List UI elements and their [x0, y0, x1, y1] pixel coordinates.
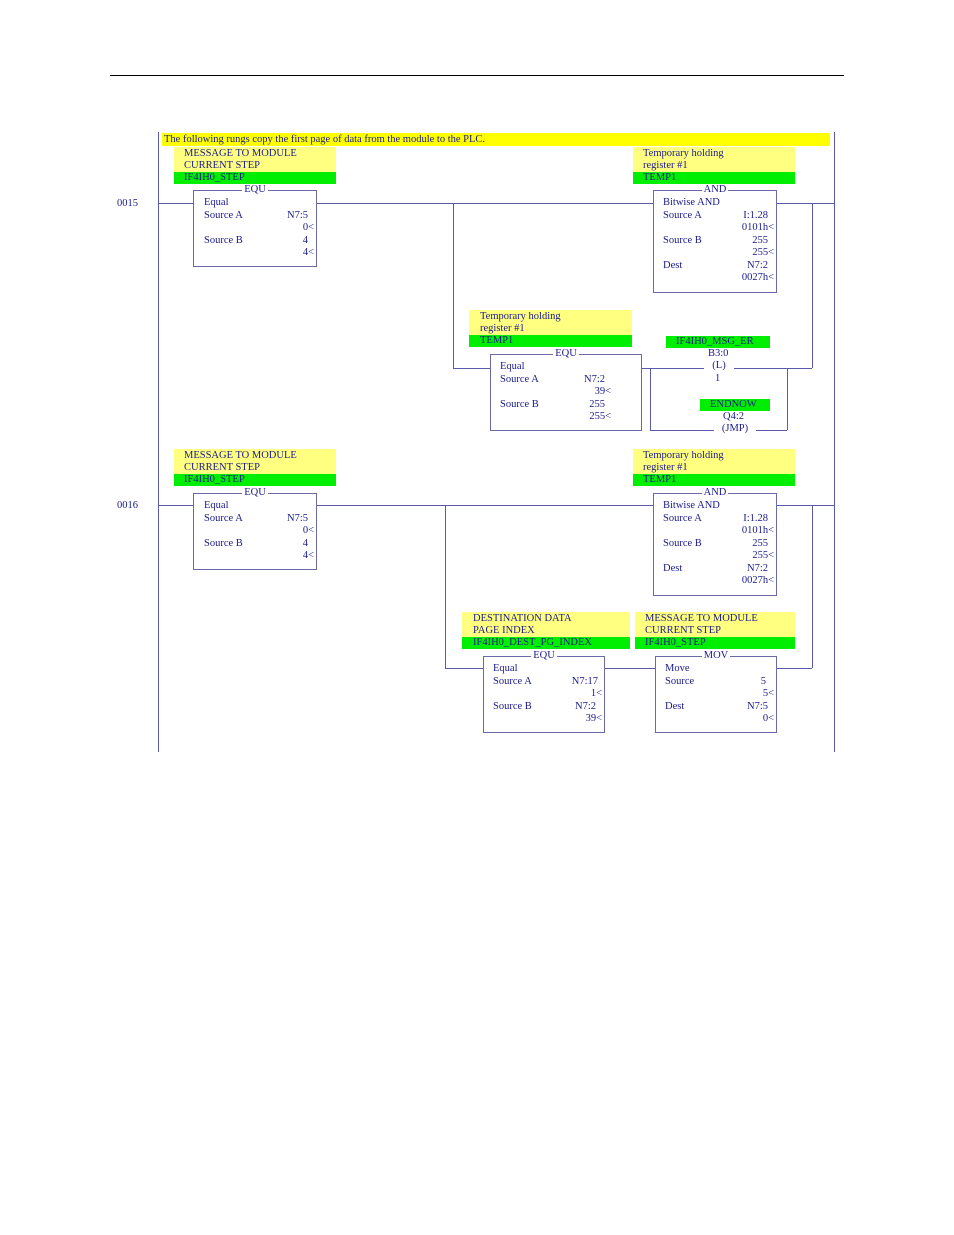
- instruction-name: Bitwise AND: [663, 500, 720, 511]
- source-a-label: Source A: [663, 513, 702, 524]
- source-b-label: Source B: [500, 399, 539, 410]
- source-a-address[interactable]: N7:5: [287, 210, 308, 221]
- source-b-value: 39<: [585, 713, 602, 724]
- dest-address[interactable]: N7:2: [747, 260, 768, 271]
- source-a-value: 0101h<: [741, 222, 774, 233]
- rung-number[interactable]: 0015: [117, 198, 138, 209]
- description-line-1: Temporary holding: [643, 148, 724, 159]
- description-line-2: CURRENT STEP: [184, 160, 260, 171]
- description-line-1: Temporary holding: [643, 450, 724, 461]
- jump-coil[interactable]: [714, 423, 756, 437]
- symbol-label-text: TEMP1: [643, 172, 677, 183]
- coil-paren-close-icon: ): [722, 360, 726, 371]
- symbol-label-text: IF4IH0_MSG_ER: [676, 336, 754, 347]
- jump-coil-type: JMP: [725, 423, 745, 434]
- instruction-name: Equal: [204, 197, 229, 208]
- source-a-label: Source A: [493, 676, 532, 687]
- dest-address[interactable]: N7:2: [747, 563, 768, 574]
- instruction-name: Bitwise AND: [663, 197, 720, 208]
- symbol-label-text: IF4IH0_DEST_PG_INDEX: [473, 637, 592, 648]
- dest-value: 0027h<: [741, 575, 774, 586]
- instruction-mnemonic: EQU: [244, 487, 266, 498]
- description-line-1: MESSAGE TO MODULE: [184, 148, 297, 159]
- and-instruction-block[interactable]: [653, 487, 777, 596]
- description-line-2: PAGE INDEX: [473, 625, 535, 636]
- page-header-rule: [110, 75, 844, 76]
- source-b-address[interactable]: 4: [302, 538, 308, 549]
- coil-paren-close-icon: ): [744, 423, 749, 434]
- equ-instruction-block[interactable]: [193, 487, 317, 570]
- source-a-address[interactable]: I:1.28: [743, 513, 768, 524]
- rung-wire: [316, 505, 653, 506]
- source-a-address[interactable]: N7:17: [571, 676, 598, 687]
- description-line-2: CURRENT STEP: [184, 462, 260, 473]
- source-b-value: 255<: [752, 550, 774, 561]
- mov-instruction-block[interactable]: [655, 650, 777, 733]
- dest-label: Dest: [663, 563, 683, 574]
- rung-wire: [316, 203, 653, 204]
- source-label: Source: [665, 676, 695, 687]
- rung-wire: [158, 505, 193, 506]
- source-a-label: Source A: [500, 374, 539, 385]
- rung-wire: [775, 203, 834, 204]
- symbol-label-text: ENDNOW: [710, 399, 757, 410]
- source-a-value: 0<: [302, 222, 314, 233]
- symbol-label-text: IF4IH0_STEP: [645, 637, 706, 648]
- source-b-label: Source B: [663, 235, 702, 246]
- source-a-value: 1<: [590, 688, 602, 699]
- description-line-1: Temporary holding: [480, 311, 561, 322]
- left-power-rail: [158, 132, 159, 752]
- description-line-1: MESSAGE TO MODULE: [184, 450, 297, 461]
- source-a-value: 39<: [594, 386, 611, 397]
- source-b-address[interactable]: 255: [589, 399, 605, 410]
- instruction-name: Move: [665, 663, 690, 674]
- description-line-2: CURRENT STEP: [645, 625, 721, 636]
- source-b-label: Source B: [204, 538, 243, 549]
- source-b-address[interactable]: 4: [302, 235, 308, 246]
- source-a-label: Source A: [204, 513, 243, 524]
- coil-bit: 1: [715, 373, 721, 384]
- source-a-label: Source A: [663, 210, 702, 221]
- source-b-label: Source B: [493, 701, 532, 712]
- dest-label: Dest: [663, 260, 683, 271]
- rung-wire: [775, 505, 834, 506]
- instruction-mnemonic: EQU: [533, 650, 555, 661]
- branch-wire: [453, 368, 490, 369]
- source-value: 5<: [762, 688, 774, 699]
- symbol-label-text: TEMP1: [643, 474, 677, 485]
- dest-address[interactable]: N7:5: [747, 701, 768, 712]
- dest-label: Dest: [665, 701, 685, 712]
- source-b-value: 4<: [302, 247, 314, 258]
- source-address[interactable]: 5: [760, 676, 766, 687]
- branch-wire: [775, 668, 812, 669]
- symbol-label-text: TEMP1: [480, 335, 514, 346]
- instruction-name: Equal: [204, 500, 229, 511]
- instruction-mnemonic: AND: [703, 487, 727, 498]
- right-power-rail: [834, 132, 835, 752]
- instruction-mnemonic: EQU: [244, 184, 266, 195]
- instruction-mnemonic: MOV: [703, 650, 729, 661]
- source-b-address[interactable]: 255: [752, 538, 768, 549]
- source-b-address[interactable]: N7:2: [575, 701, 596, 712]
- dest-value: 0027h<: [741, 272, 774, 283]
- equ-instruction-block[interactable]: [193, 184, 317, 267]
- coil-paren-open-icon: (: [721, 423, 726, 434]
- rung-wire: [158, 203, 193, 204]
- and-instruction-block[interactable]: [653, 184, 777, 293]
- output-branch-wire: [650, 368, 651, 430]
- dest-value: 0<: [762, 713, 774, 724]
- source-a-label: Source A: [204, 210, 243, 221]
- equ-instruction-block[interactable]: [490, 348, 642, 431]
- branch-wire: [445, 505, 446, 668]
- instruction-mnemonic: EQU: [555, 348, 577, 359]
- description-line-1: MESSAGE TO MODULE: [645, 613, 758, 624]
- branch-wire: [453, 203, 454, 368]
- source-b-value: 4<: [302, 550, 314, 561]
- description-line-2: register #1: [643, 160, 688, 171]
- output-branch-wire: [650, 430, 715, 431]
- source-b-label: Source B: [663, 538, 702, 549]
- description-line-2: register #1: [643, 462, 688, 473]
- coil-address[interactable]: Q4:2: [723, 411, 744, 422]
- source-a-value: 0101h<: [741, 525, 774, 536]
- instruction-name: Equal: [500, 361, 525, 372]
- symbol-label-text: IF4IH0_STEP: [184, 172, 245, 183]
- branch-wire: [445, 668, 483, 669]
- description-line-2: register #1: [480, 323, 525, 334]
- equ-instruction-block[interactable]: [483, 650, 605, 733]
- output-branch-wire: [755, 430, 787, 431]
- source-b-label: Source B: [204, 235, 243, 246]
- source-a-address[interactable]: I:1.28: [743, 210, 768, 221]
- source-a-address[interactable]: N7:5: [287, 513, 308, 524]
- branch-wire: [603, 668, 655, 669]
- coil-paren-open-icon: (: [712, 360, 716, 371]
- rung-number[interactable]: 0016: [117, 500, 138, 511]
- rung-comment-text: The following rungs copy the first page of data from the module to the PLC.: [164, 134, 486, 145]
- description-line-1: DESTINATION DATA: [473, 613, 572, 624]
- symbol-label-text: IF4IH0_STEP: [184, 474, 245, 485]
- latch-coil[interactable]: [704, 360, 734, 374]
- source-a-value: 0<: [302, 525, 314, 536]
- branch-wire: [812, 505, 813, 668]
- source-b-address[interactable]: 255: [752, 235, 768, 246]
- source-a-address[interactable]: N7:2: [584, 374, 605, 385]
- source-b-value: 255<: [752, 247, 774, 258]
- branch-wire: [812, 203, 813, 368]
- instruction-name: Equal: [493, 663, 518, 674]
- coil-address[interactable]: B3:0: [708, 348, 729, 359]
- output-branch-wire: [787, 368, 788, 430]
- source-b-value: 255<: [589, 411, 611, 422]
- instruction-mnemonic: AND: [703, 184, 727, 195]
- latch-coil-type: L: [715, 360, 723, 371]
